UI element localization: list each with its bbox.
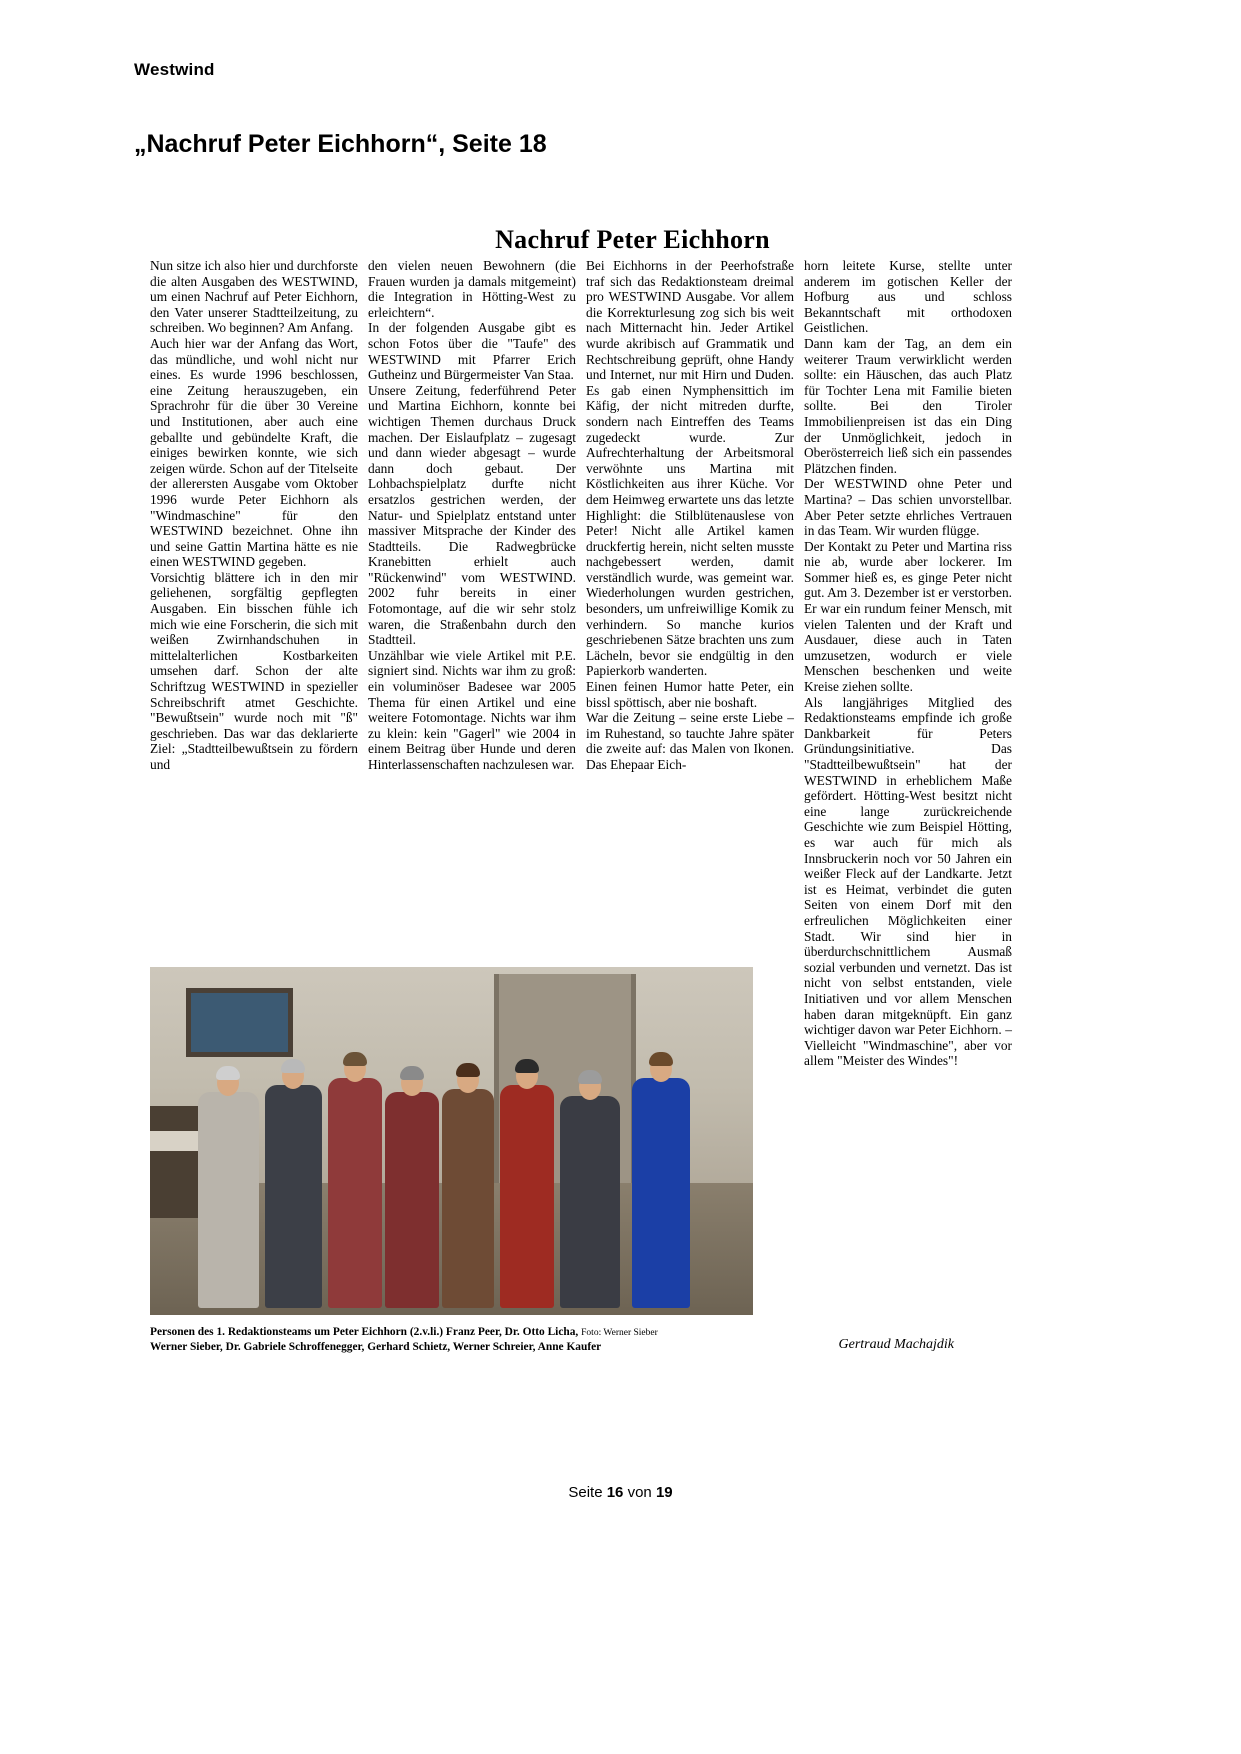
paragraph: Vorsichtig blättere ich in den mir geliehenen, sorgfältig gepflegten Ausgaben. Ein bisschen fühle ich mich wie eine Forscherin, die sich mit weißen Zwirnhandschuhen in mittelalterlichen Kostbarkeiten umsehen darf. Schon der alte Schriftzug WESTWIND in spezieller Schreibschrift atmet Geschichte. "Bewußtsein" wurde noch mit "ß" geschrieben. Das war das deklarierte Ziel: „Stadtteilbewußtsein zu fördern und xyxy=(150,569,358,772)
photo-person xyxy=(328,1078,382,1308)
paragraph: Unzählbar wie viele Artikel mit P.E. signiert sind. Nichts war ihm zu groß: ein voluminöser Badesee war 2005 Thema für einen Artikel und eine weitere Fotomontage. Nichts war ihm zu klein: kein "Gagerl" wie 2004 in einem Beitrag über Hunde und deren Hinterlassenschaften nachzulesen war. xyxy=(368,647,576,772)
paragraph: Auch hier war der Anfang das Wort, das mündliche, und wohl nicht nur eines. Es wurde 1996 beschlossen, eine Zeitung herauszugeben, ein Sprachrohr für die über 30 Vereine und Institutionen, aber auch eine geballte und gebündelte Kraft, die einiges bewirken konnte, wie sich zeigen würde. Schon auf der Titelseite der allerersten Ausgabe vom Oktober 1996 wurde Peter Eichhorn als "Windmaschine" für den WESTWIND bezeichnet. Ohne ihn und seine Gattin Martina hätte es nie einen WESTWIND gegeben. xyxy=(150,335,358,570)
article-columns xyxy=(150,258,1115,1069)
photo-caption-line2: Werner Sieber, Dr. Gabriele Schroffenegger, Gerhard Schietz, Werner Schreier, Anne Kaufer xyxy=(150,1341,602,1353)
photo-person xyxy=(385,1092,439,1308)
photo-person xyxy=(632,1078,689,1308)
brand-title: Westwind xyxy=(134,60,215,79)
footer-middle: von xyxy=(623,1484,656,1501)
paragraph: Unsere Zeitung, federführend Peter und Martina Eichhorn, konnte bei wichtigen Themen durchaus Druck machen. Der Eislaufplatz – zugesagt und dann wieder abgesagt – wurde dann doch gebaut. Der Lohbachspielplatz durfte nicht ersatzlos gestrichen werden, der Natur- und Spielplatz entstand unter massiver Mitsprache der Kinder des Stadtteils. Die Radwegbrücke Kranebitten erhielt auch "Rückenwind" vom WESTWIND. 2002 fuhr bereits in einer Fotomontage, auf die wir sehr stolz waren, die Straßenbahn durch den Stadtteil. xyxy=(368,382,576,648)
paragraph: Einen feinen Humor hatte Peter, ein bissl spöttisch, aber nie boshaft. xyxy=(586,679,794,710)
column-text xyxy=(150,258,358,773)
paragraph: War die Zeitung – seine erste Liebe – im Ruhestand, so tauchte Jahre später die zweite auf: das Malen von Ikonen. Das Ehepaar Eich- xyxy=(586,710,794,772)
photo-person-hair xyxy=(578,1070,602,1084)
page-title: „Nachruf Peter Eichhorn“, Seite 18 xyxy=(134,130,547,158)
photo-person-hair xyxy=(216,1066,240,1080)
footer-current-page: 16 xyxy=(606,1484,624,1501)
paragraph: Als langjähriges Mitglied des Redaktionsteams empfinde ich große Dankbarkeit für Peters Gründungsinitiative. Das "Stadtteilbewußtsein" hat der WESTWIND in erheblichem Maße gefördert. Hötting-West besitzt nicht eine lange zurückreichende Geschichte wie zum Beispiel Hötting, es war auch für mich als Innsbruckerin noch vor 50 Jahren ein weißer Fleck auf der Landkarte. Jetzt ist es Heimat, verbindet die guten Seiten von einem Dorf mit den erfreulichen Möglichkeiten einer Stadt. Wir sind hier in überdurchschnittlichem Ausmaß sozial verbunden und vernetzt. Das ist nicht von selbst entstanden, viele Initiativen und vor allem Menschen haben daran mitgeknüpft. Ein ganz wichtiger davon war Peter Eichhorn. – Vielleicht "Windmaschine", aber vor allem "Meister des Windes"! xyxy=(804,694,1012,1069)
photo-wall-picture xyxy=(186,988,292,1057)
photo-person-hair xyxy=(456,1063,480,1077)
footer-prefix: Seite xyxy=(568,1484,607,1501)
photo-person-hair xyxy=(281,1059,305,1073)
photo-person-hair xyxy=(649,1052,673,1066)
column-text xyxy=(586,258,794,773)
article-title: Nachruf Peter Eichhorn xyxy=(495,225,770,254)
paragraph: In der folgenden Ausgabe gibt es schon Fotos über die "Taufe" des WESTWIND mit Pfarrer Erich Gutheinz und Bürgermeister Van Staa. xyxy=(368,320,576,383)
photo-person-hair xyxy=(343,1052,367,1066)
article-column-3 xyxy=(586,258,794,773)
paragraph: den vielen neuen Bewohnern (die Frauen wurden ja damals mitgemeint) die Integration in Hötting-West zu erleichtern“. xyxy=(368,258,576,320)
column-text xyxy=(368,258,576,773)
author-signature: Gertraud Machajdik xyxy=(838,1337,954,1352)
photo-person xyxy=(442,1089,493,1308)
paragraph: Der WESTWIND ohne Peter und Martina? – Das schien unvorstellbar. Aber Peter setzte ehrliches Vertrauen in das Team. Wir wurden flügge. xyxy=(804,476,1012,539)
photo-credit: Foto: Werner Sieber xyxy=(581,1328,658,1338)
photo-person xyxy=(560,1096,620,1308)
page-footer xyxy=(0,1484,1241,1501)
paragraph: Bei Eichhorns in der Peerhofstraße traf sich das Redaktionsteam dreimal pro WESTWIND Ausgabe. Vor allem die Korrekturlesung zog sich bis weit nach Mitternacht hin. Jeder Artikel wurde akribisch auf Grammatik und Rechtschreibung geprüft, ohne Handy und Internet, nur mit Hirn und Duden. Es gab einen Nymphensittich im Käfig, der nicht mitreden durfte, sondern nach Eintreffen des Teams zugedeckt wurde. Zur Aufrechterhaltung der Arbeitsmoral verwöhnte uns Martina mit Köstlichkeiten aus ihrer Küche. Vor dem Heimweg erwartete uns das letzte Highlight: die Stilblütenauslese von Peter! Nicht alle Artikel kamen druckfertig herein, nicht selten musste nachgebessert werden, damit verständlich wurde, was gemeint war. Wiederholungen wurden gestrichen, besonders, um unfreiwillige Komik zu verhindern. So manche kurios geschriebenen Sätze brachten uns zum Lächeln, bevor sie endgültig in den Papierkorb wanderten. xyxy=(586,258,794,679)
column-text xyxy=(804,258,1012,1069)
redaktionsteam-photo xyxy=(150,967,753,1315)
photo-person xyxy=(265,1085,322,1308)
article-photo-wrap xyxy=(150,967,753,1315)
article-column-1 xyxy=(150,258,358,773)
photo-caption-line1: Personen des 1. Redaktionsteams um Peter Eichhorn (2.v.li.) Franz Peer, Dr. Otto Licha, xyxy=(150,1326,579,1338)
paragraph: Dann kam der Tag, an dem ein weiterer Traum verwirklicht werden sollte: ein Häuschen, das auch Platz für Tochter Lena mit Familie bieten sollte. Bei den Tiroler Immobilienpreisen ist das ein Ding der Unmöglichkeit, jedoch in Oberösterreich ließ sich ein passendes Plätzchen finden. xyxy=(804,335,1012,476)
photo-person xyxy=(198,1092,258,1308)
footer-total-pages: 19 xyxy=(655,1484,673,1501)
article-column-2 xyxy=(368,258,576,773)
photo-person xyxy=(500,1085,554,1308)
photo-person-hair xyxy=(515,1059,539,1073)
paragraph: Nun sitze ich also hier und durchforste die alten Ausgaben des WESTWIND, um einen Nachruf auf Peter Eichhorn, den Vater unserer Stadtteilzeitung, zu schreiben. Wo beginnen? Am Anfang. xyxy=(150,258,358,336)
article-column-4 xyxy=(804,258,1012,1338)
photo-person-hair xyxy=(400,1066,424,1080)
paragraph: Der Kontakt zu Peter und Martina riss nie ab, wurde aber lockerer. Im Sommer hieß es, es ginge Peter nicht gut. Am 3. Dezember ist er verstorben. Er war ein rundum feiner Mensch, mit vielen Talenten und der Kraft und Ausdauer, diese auch in Taten umzusetzen, wodurch er viele Menschen beschenken und weite Kreise ziehen sollte. xyxy=(804,538,1012,695)
paragraph: horn leitete Kurse, stellte unter anderem im gotischen Keller der Hofburg aus und schloss Bekanntschaft mit orthodoxen Geistlichen. xyxy=(804,258,1012,336)
